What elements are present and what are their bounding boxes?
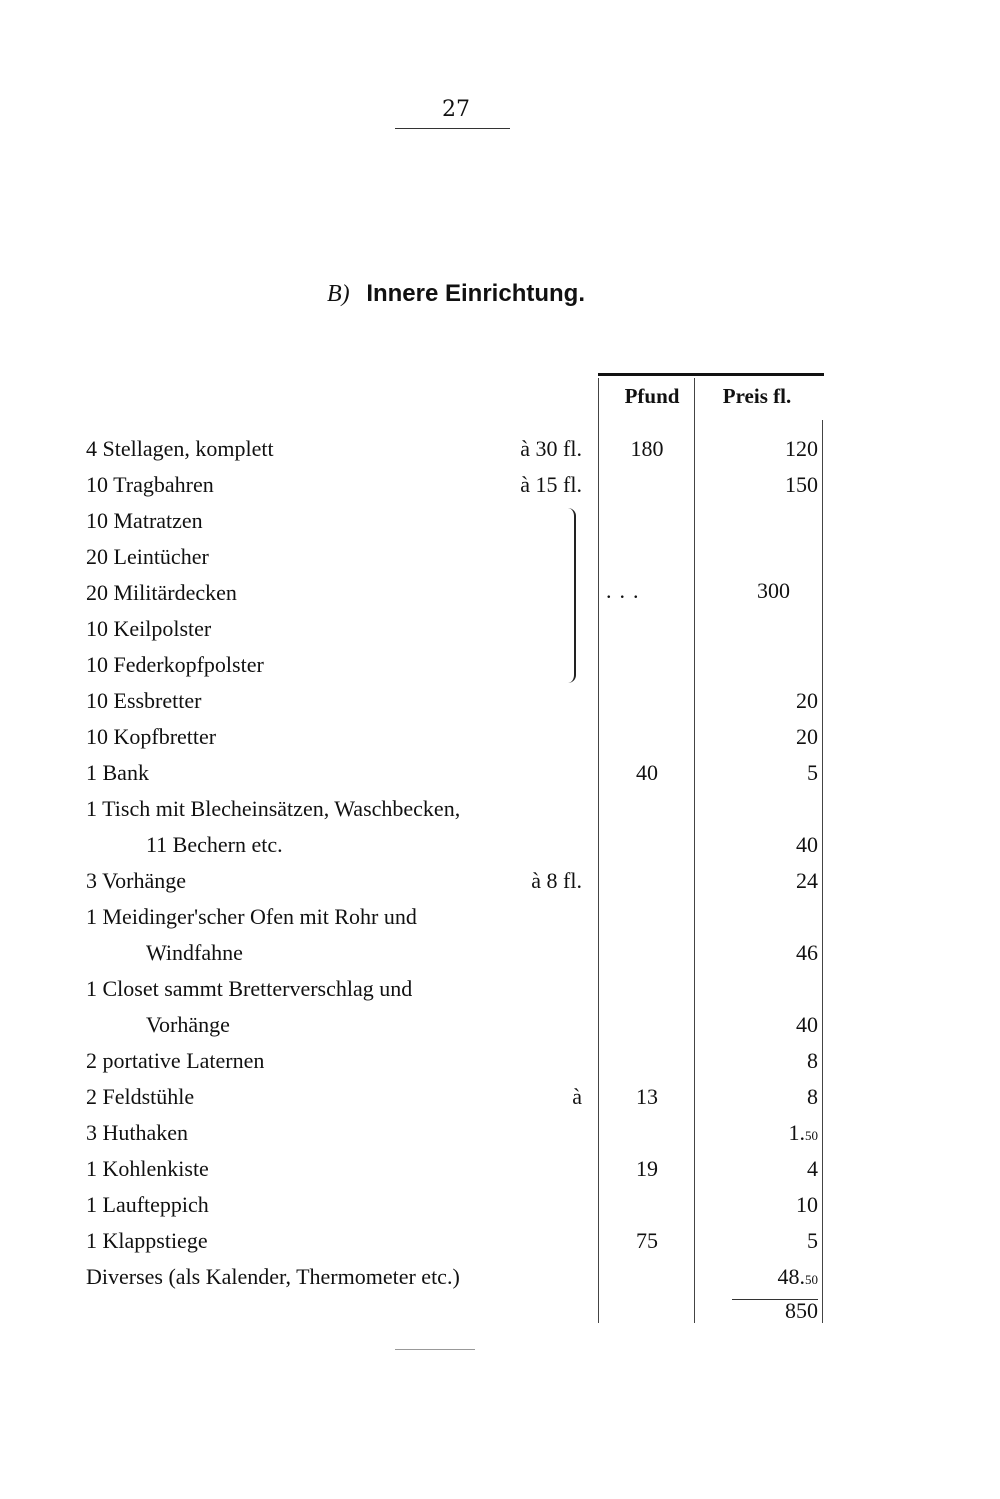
- item-description: 1 Laufteppich: [86, 1192, 209, 1217]
- table-row: [86, 468, 826, 502]
- item-description: 10 Essbretter: [86, 688, 202, 713]
- group-dots: ...: [606, 578, 647, 603]
- table-row: [86, 540, 826, 574]
- item-description: Diverses (als Kalender, Thermometer etc.): [86, 1264, 460, 1289]
- preis-value: [704, 432, 822, 466]
- pfund-value: 19: [636, 1156, 658, 1181]
- page-number: 27: [442, 97, 470, 122]
- pfund-value: 13: [636, 1084, 658, 1109]
- column-header-pfund: Pfund: [624, 384, 680, 408]
- preis-value: [704, 828, 822, 862]
- table-row: [86, 936, 826, 970]
- table-row: [86, 1008, 826, 1042]
- section-heading: [0, 280, 912, 308]
- preis-value: [704, 1116, 822, 1153]
- preis-main: 5: [807, 760, 818, 785]
- item-description: 10 Keilpolster: [86, 616, 212, 641]
- item-description: 4 Stellagen, komplett: [86, 436, 274, 461]
- unit-price: à 15 fl.: [520, 472, 582, 497]
- pfund-value: 40: [636, 760, 658, 785]
- table-row: [86, 504, 826, 538]
- preis-main: 1.: [788, 1120, 805, 1145]
- preis-value: [704, 468, 822, 502]
- footer-rule: [395, 1349, 475, 1350]
- item-description: 20 Leintücher: [86, 544, 209, 569]
- table-row: [86, 1224, 826, 1258]
- preis-value: [704, 1224, 822, 1258]
- table-row: [86, 1044, 826, 1078]
- item-description: 3 Huthaken: [86, 1120, 189, 1145]
- table-row: [86, 1260, 826, 1294]
- item-description: 1 Closet sammt Bretterverschlag und: [86, 976, 413, 1001]
- table-row: [86, 1080, 826, 1114]
- preis-value: [704, 1080, 822, 1114]
- header-rule: [395, 128, 510, 129]
- item-description: Vorhänge: [146, 1012, 230, 1037]
- preis-main: 20: [796, 688, 818, 713]
- preis-value: [704, 1152, 822, 1186]
- table-row: [86, 900, 826, 934]
- item-description: 10 Kopfbretter: [86, 724, 217, 749]
- table-row: [86, 792, 826, 826]
- item-description: 1 Kohlenkiste: [86, 1156, 209, 1181]
- item-description: 2 portative Laternen: [86, 1048, 265, 1073]
- item-description: 1 Bank: [86, 760, 149, 785]
- grouping-brace: [560, 508, 576, 683]
- group-price: 300: [757, 578, 790, 603]
- table-row: [86, 972, 826, 1006]
- table-row: [86, 756, 826, 790]
- table-row: [86, 432, 826, 466]
- table-row: [86, 864, 826, 898]
- preis-main: 20: [796, 724, 818, 749]
- preis-value: [704, 936, 822, 970]
- item-description: 10 Federkopfpolster: [86, 652, 264, 677]
- preis-value: [704, 1188, 822, 1222]
- pfund-value: 75: [636, 1228, 658, 1253]
- pfund-value: 180: [630, 436, 664, 461]
- section-title: Innere Einrichtung.: [366, 280, 585, 307]
- preis-main: 46: [796, 940, 818, 965]
- table-row: [86, 648, 826, 682]
- preis-main: 8: [807, 1084, 818, 1109]
- preis-main: 5: [807, 1228, 818, 1253]
- preis-value: [704, 864, 822, 898]
- table-row: [86, 1152, 826, 1186]
- preis-main: 10: [796, 1192, 818, 1217]
- item-description: 10 Tragbahren: [86, 472, 214, 497]
- item-description: 10 Matratzen: [86, 508, 203, 533]
- table-row: [86, 684, 826, 718]
- table-row: [86, 612, 826, 646]
- item-description: 3 Vorhänge: [86, 868, 187, 893]
- section-letter: B): [326, 281, 350, 307]
- total-row: [86, 1294, 826, 1328]
- column-header-preis: Preis fl.: [722, 384, 792, 408]
- preis-value: [704, 1008, 822, 1042]
- preis-fraction: 50: [805, 1272, 818, 1287]
- preis-value: [704, 756, 822, 790]
- preis-value: [704, 1260, 822, 1297]
- preis-main: 4: [807, 1156, 818, 1181]
- table-row: [86, 1188, 826, 1222]
- item-description: 20 Militärdecken: [86, 580, 237, 605]
- unit-price: à 8 fl.: [531, 868, 582, 893]
- preis-main: 40: [796, 832, 818, 857]
- item-description: 1 Meidinger'scher Ofen mit Rohr und: [86, 904, 417, 929]
- item-description: Windfahne: [146, 940, 243, 965]
- preis-value: [704, 684, 822, 718]
- preis-value: [704, 720, 822, 754]
- unit-price: à 30 fl.: [520, 436, 582, 461]
- preis-main: 48.: [777, 1264, 805, 1289]
- item-description: 11 Bechern etc.: [146, 832, 283, 857]
- table-row: [86, 720, 826, 754]
- total-price: 850: [785, 1298, 818, 1323]
- preis-main: 24: [796, 868, 818, 893]
- preis-fraction: 50: [805, 1128, 818, 1143]
- preis-main: 150: [785, 472, 818, 497]
- item-description: 1 Klappstiege: [86, 1228, 208, 1253]
- table-row: [86, 828, 826, 862]
- item-description: 1 Tisch mit Blecheinsätzen, Waschbecken,: [86, 796, 461, 821]
- preis-main: 120: [785, 436, 818, 461]
- item-description: 2 Feldstühle: [86, 1084, 195, 1109]
- preis-main: 40: [796, 1012, 818, 1037]
- table-row: [86, 1116, 826, 1150]
- unit-price: à: [572, 1084, 582, 1109]
- preis-value: [704, 1044, 822, 1078]
- table-header: [598, 373, 824, 412]
- preis-main: 8: [807, 1048, 818, 1073]
